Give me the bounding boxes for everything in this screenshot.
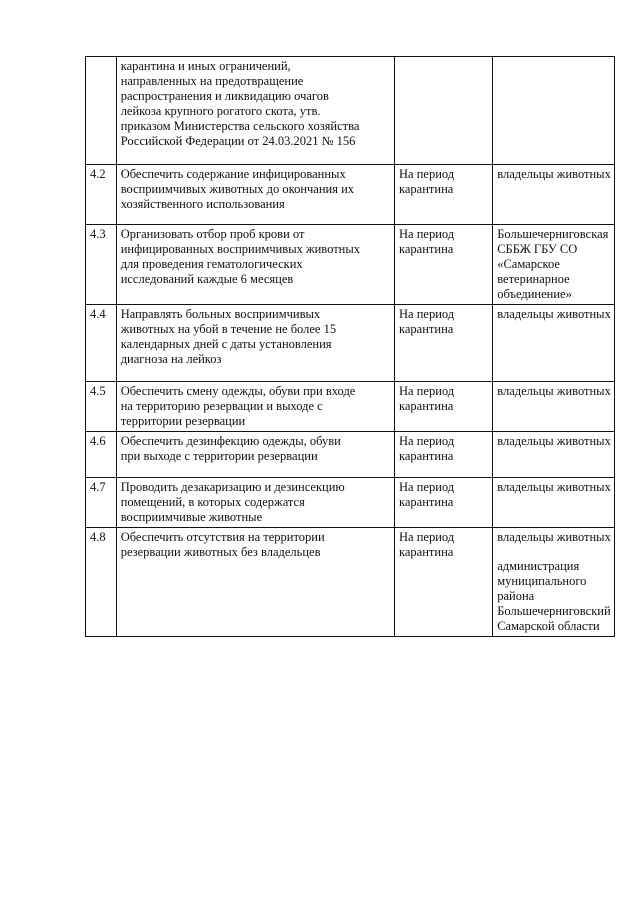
term-cell: На период карантина: [395, 478, 493, 528]
task-cell: Обеспечить содержание инфицированных восприимчивых животных до окончания их хозяйственного использования: [116, 165, 394, 225]
responsible-cell: владельцы животных: [493, 382, 615, 432]
table-row: [86, 165, 615, 225]
table-row: [86, 225, 615, 305]
measures-table: [85, 56, 615, 637]
row-number: 4.3: [86, 225, 117, 305]
row-number: 4.7: [86, 478, 117, 528]
term-cell: На период карантина: [395, 165, 493, 225]
term-cell: На период карантина: [395, 382, 493, 432]
row-number: 4.4: [86, 305, 117, 382]
task-cell: карантина и иных ограничений, направленных на предотвращение распространения и ликвидацию очагов лейкоза крупного рогатого скота, утв. приказом Министерства сельского хозяйства Российской Федерации от 24.03.2021 № 156: [116, 57, 394, 165]
responsible-cell: владельцы животных: [493, 478, 615, 528]
task-cell: Проводить дезакаризацию и дезинсекцию помещений, в которых содержатся восприимчивые животные: [116, 478, 394, 528]
term-cell: На период карантина: [395, 432, 493, 478]
responsible-cell: владельцы животных: [493, 305, 615, 382]
responsible-owners: владельцы животных: [497, 530, 611, 544]
responsible-cell: [493, 528, 615, 637]
responsible-cell: [493, 57, 615, 165]
task-cell: Обеспечить отсутствия на территории резервации животных без владельцев: [116, 528, 394, 637]
responsible-cell: Большечерниговская СББЖ ГБУ СО «Самарское ветеринарное объединение»: [493, 225, 615, 305]
responsible-cell: владельцы животных: [493, 165, 615, 225]
term-cell: На период карантина: [395, 528, 493, 637]
term-cell: На период карантина: [395, 305, 493, 382]
row-number: [86, 57, 117, 165]
table-row: [86, 478, 615, 528]
row-number: 4.6: [86, 432, 117, 478]
task-cell: Обеспечить смену одежды, обуви при входе на территорию резервации и выходе с территории резервации: [116, 382, 394, 432]
term-cell: На период карантина: [395, 225, 493, 305]
row-number: 4.2: [86, 165, 117, 225]
table-row: [86, 432, 615, 478]
row-number: 4.8: [86, 528, 117, 637]
task-cell: Обеспечить дезинфекцию одежды, обуви при выходе с территории резервации: [116, 432, 394, 478]
table-row: [86, 528, 615, 637]
task-cell: Направлять больных восприимчивых животных на убой в течение не более 15 календарных дней с даты установления диагноза на лейкоз: [116, 305, 394, 382]
table-row: [86, 382, 615, 432]
table-row: [86, 57, 615, 165]
row-number: 4.5: [86, 382, 117, 432]
responsible-cell: владельцы животных: [493, 432, 615, 478]
table-row: [86, 305, 615, 382]
term-cell: [395, 57, 493, 165]
task-cell: Организовать отбор проб крови от инфицированных восприимчивых животных для проведения гематологических исследований каждые 6 месяцев: [116, 225, 394, 305]
responsible-administration: администрация муниципального района Большечерниговский Самарской области: [497, 559, 611, 633]
